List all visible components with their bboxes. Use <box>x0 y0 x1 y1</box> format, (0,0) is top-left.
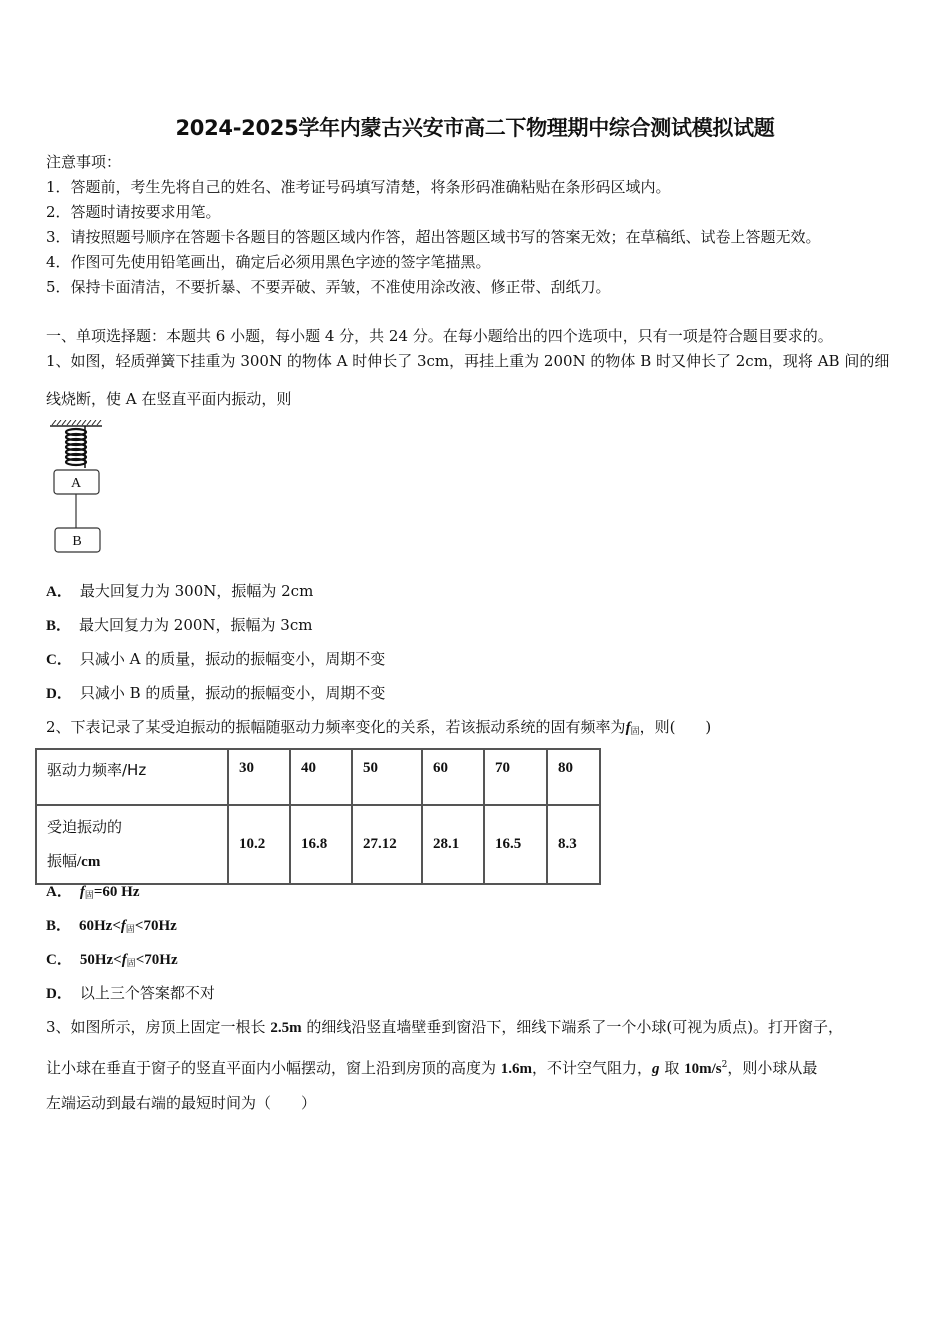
option-sub: 固 <box>126 959 136 969</box>
table-cell: 10.2 <box>228 805 290 884</box>
option-sub: 固 <box>84 891 94 901</box>
table-row <box>36 805 600 884</box>
block-a-label: A <box>70 476 82 491</box>
option-text: 只减小 B 的质量，振动的振幅变小，周期不变 <box>79 684 386 702</box>
option-pre: 60Hz< <box>79 918 121 934</box>
table-header-amplitude <box>36 805 228 884</box>
table-row <box>36 749 600 805</box>
table-cell: 30 <box>228 749 290 805</box>
q3-text: 让小球在垂直于窗子的竖直平面内小幅摆动，窗上沿到房顶的高度为 <box>46 1059 501 1077</box>
option-key: B． <box>46 918 72 934</box>
option-post: =60 Hz <box>93 884 140 900</box>
table-header-frequency: 驱动力频率/Hz <box>36 749 228 805</box>
q3-stem-line1 <box>46 1017 843 1038</box>
q3-text: 3、如图所示，房顶上固定一根长 <box>46 1018 271 1036</box>
amplitude-label-line1: 受迫振动的 <box>47 818 123 836</box>
q2-option-d[interactable] <box>46 983 215 1004</box>
option-pre: 50Hz< <box>79 952 122 968</box>
amplitude-label-cn: 振幅 <box>47 852 78 870</box>
q3-height-value: 1.6m <box>500 1061 533 1077</box>
option-key: B． <box>46 618 72 634</box>
option-key: C． <box>46 652 72 668</box>
q1-option-a[interactable] <box>46 581 313 602</box>
table-cell: 27.12 <box>352 805 422 884</box>
table-cell: 60 <box>422 749 484 805</box>
q3-stem-line3: 左端运动到最右端的最短时间为（ ） <box>46 1094 317 1112</box>
option-key: A． <box>46 884 72 900</box>
spring-figure <box>44 420 108 560</box>
q2-option-c[interactable] <box>46 949 178 974</box>
notice-item-5: 5．保持卡面清洁，不要折暴、不要弄破、弄皱，不准使用涂改液、修正带、刮纸刀。 <box>46 278 611 296</box>
notice-item-4: 4．作图可先使用铅笔画出，确定后必须用黑色字迹的签字笔描黑。 <box>46 253 491 271</box>
option-key: C． <box>46 952 72 968</box>
option-text: 最大回复力为 200N，振幅为 3cm <box>79 616 313 634</box>
q3-g-symbol: g <box>652 1061 660 1077</box>
q2-stem-prefix: 2、下表记录了某受迫振动的振幅随驱动力频率变化的关系，若该振动系统的固有频率为 <box>46 718 626 736</box>
q3-length-value: 2.5m <box>270 1020 302 1036</box>
option-f: f <box>121 952 127 968</box>
q1-option-b[interactable] <box>46 615 312 636</box>
option-f: f <box>120 918 126 934</box>
table-cell: 70 <box>484 749 547 805</box>
table-cell: 28.1 <box>422 805 484 884</box>
option-sub: 固 <box>125 925 135 935</box>
option-f: f <box>79 884 85 900</box>
q1-stem-line2: 线烧断，使 A 在竖直平面内振动，则 <box>46 390 292 408</box>
q2-option-a[interactable] <box>46 881 139 906</box>
option-key: A． <box>46 584 72 600</box>
q3-text: 取 <box>659 1059 685 1077</box>
q3-text: ，不计空气阻力， <box>532 1059 653 1077</box>
option-text: 只减小 A 的质量，振动的振幅变小，周期不变 <box>79 650 386 668</box>
amplitude-label-unit: /cm <box>77 854 101 870</box>
q2-option-b[interactable] <box>46 915 177 940</box>
notice-item-2: 2．答题时请按要求用笔。 <box>46 203 221 221</box>
q1-option-d[interactable] <box>46 683 385 704</box>
table-cell: 50 <box>352 749 422 805</box>
q2-stem-suffix: ，则( ) <box>639 718 712 736</box>
q2-stem-f: f <box>625 720 631 736</box>
q1-stem-line1: 1、如图，轻质弹簧下挂重为 300N 的物体 A 时伸长了 3cm，再挂上重为 200N 的物体 B 时又伸长了 2cm，现将 AB 间的细 <box>46 352 890 370</box>
option-post: <70Hz <box>134 918 177 934</box>
q1-option-c[interactable] <box>46 649 385 670</box>
q3-g-value: 10m/s <box>684 1061 722 1077</box>
option-text: 最大回复力为 300N，振幅为 2cm <box>79 582 314 600</box>
table-cell: 80 <box>547 749 600 805</box>
q2-stem-sub: 固 <box>630 727 640 737</box>
q3-text: ，则小球从最 <box>727 1059 818 1077</box>
spring-diagram-icon <box>44 420 108 560</box>
q2-stem <box>46 717 711 742</box>
q3-text: 的细线沿竖直墙壁垂到窗沿下，细线下端系了一个小球(可视为质点)。打开窗子， <box>301 1018 844 1036</box>
table-cell: 40 <box>290 749 352 805</box>
notice-heading: 注意事项： <box>46 153 122 171</box>
frequency-amplitude-table <box>35 748 601 885</box>
notice-item-1: 1．答题前，考生先将自己的姓名、准考证号码填写清楚，将条形码准确粘贴在条形码区域内。 <box>46 178 671 196</box>
q3-stem-line2 <box>46 1055 817 1079</box>
option-key: D． <box>46 686 72 702</box>
option-text: 以上三个答案都不对 <box>79 984 215 1002</box>
notice-item-3: 3．请按照题号顺序在答题卡各题目的答题区域内作答，超出答题区域书写的答案无效；在草稿纸、试卷上答题无效。 <box>46 228 821 246</box>
option-key: D． <box>46 986 72 1002</box>
table-cell: 16.8 <box>290 805 352 884</box>
block-b-label: B <box>72 534 82 549</box>
option-post: <70Hz <box>135 952 178 968</box>
section-heading: 一、单项选择题：本题共 6 小题，每小题 4 分，共 24 分。在每小题给出的四个选项中，只有一项是符合题目要求的。 <box>46 327 833 345</box>
table-cell: 8.3 <box>547 805 600 884</box>
table-cell: 16.5 <box>484 805 547 884</box>
q3-superscript: 2 <box>721 1060 728 1070</box>
page-title: 2024-2025学年内蒙古兴安市高二下物理期中综合测试模拟试题 <box>175 116 775 140</box>
